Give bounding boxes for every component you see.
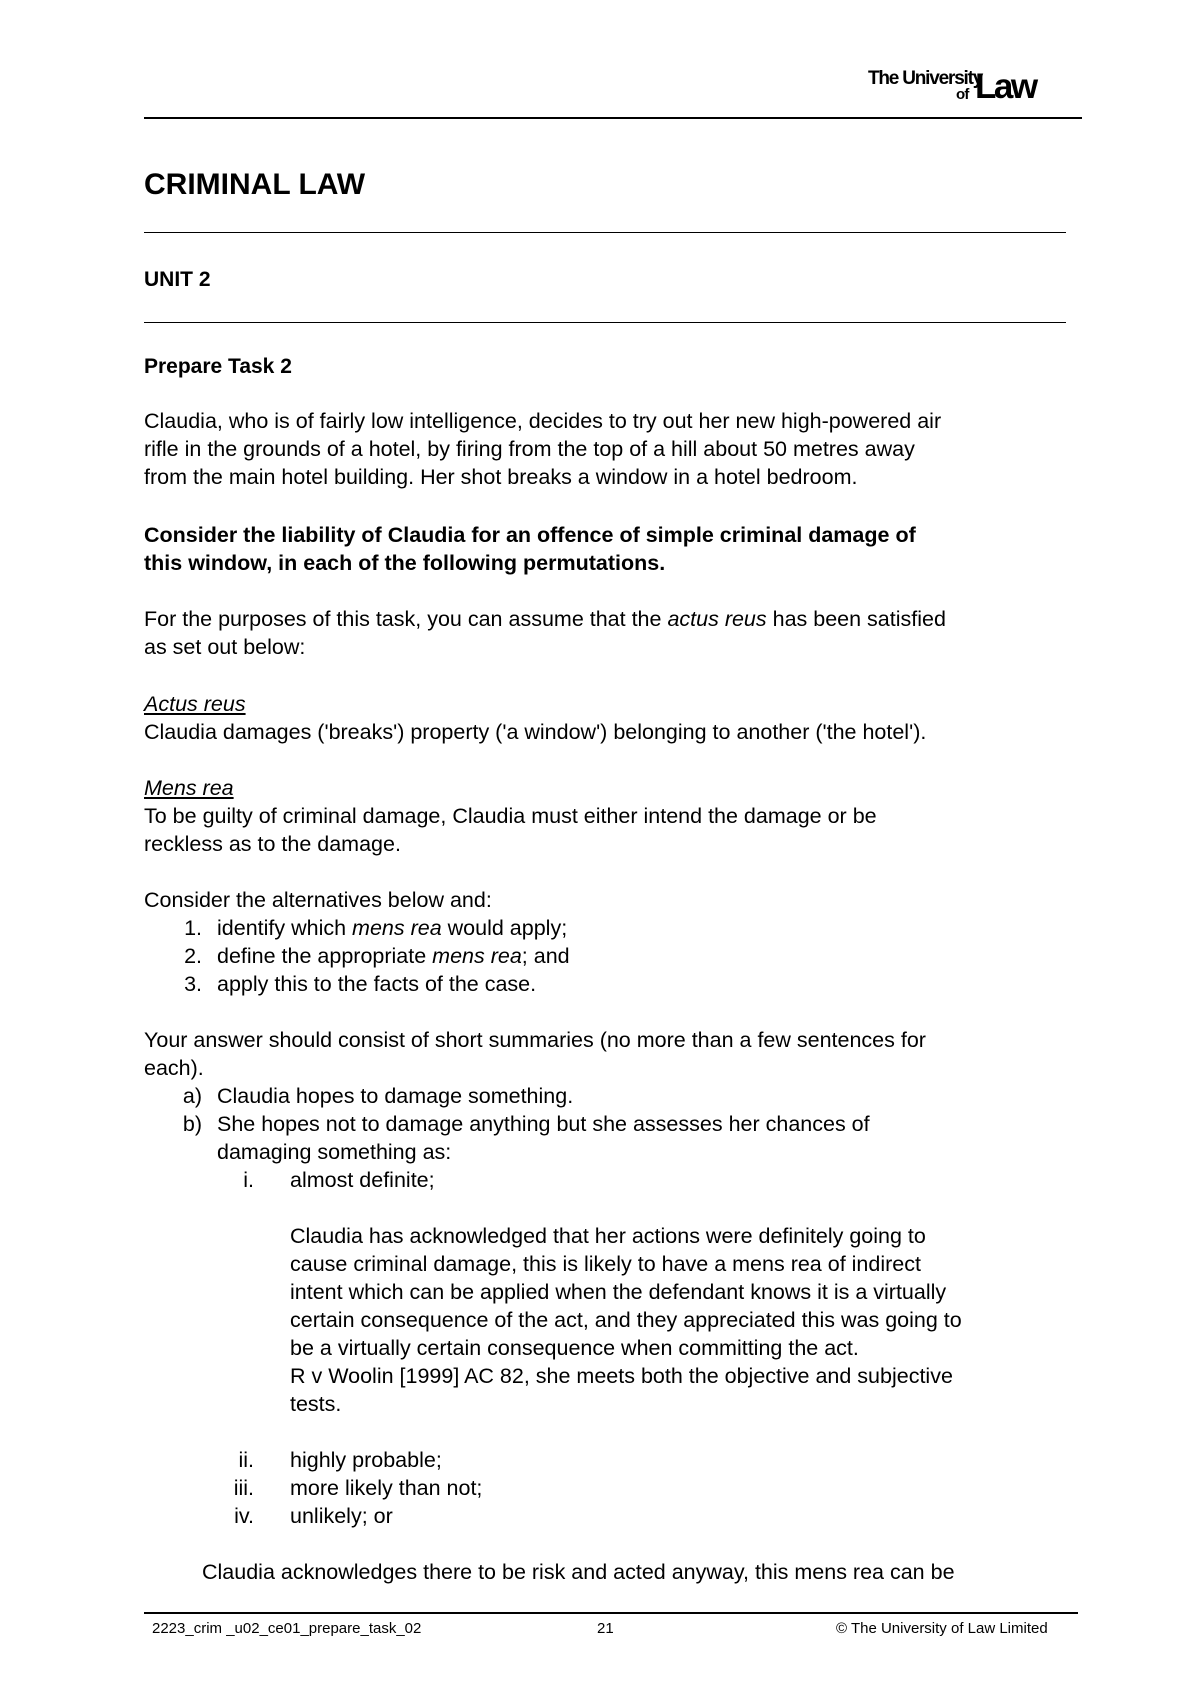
footer-doc-ref: 2223_crim _u02_ce01_prepare_task_02: [152, 1620, 422, 1637]
question-paragraph: [144, 521, 1074, 577]
page-title: CRIMINAL LAW: [144, 168, 366, 201]
text-line: Claudia has acknowledged that her actions were definitely going to: [290, 1224, 926, 1248]
italic-term: mens rea: [432, 944, 522, 968]
logo-law-text: Law: [975, 67, 1036, 106]
footer-rule: [144, 1612, 1078, 1614]
text-line: rifle in the grounds of a hotel, by firing from the top of a hill about 50 metres away: [144, 437, 915, 461]
text-span: apply this to the facts of the case.: [217, 972, 537, 996]
text-line: as set out below:: [144, 635, 306, 659]
text-span: has been satisfied: [766, 607, 946, 631]
text-span: ; and: [521, 944, 570, 968]
text-line: from the main hotel building. Her shot breaks a window in a hotel bedroom.: [144, 465, 858, 489]
logo-university-text: The University: [868, 68, 983, 89]
list-item: [217, 970, 536, 998]
sub-list-item: highly probable;: [290, 1448, 442, 1472]
text-line: reckless as to the damage.: [144, 832, 401, 856]
header-rule: [144, 117, 1082, 119]
roman-numeral: iii.: [233, 1476, 254, 1500]
mens-rea-heading: Mens rea: [144, 776, 234, 800]
text-line: tests.: [290, 1392, 342, 1416]
text-span: define the appropriate: [217, 944, 433, 968]
list-letter: b): [182, 1112, 202, 1136]
logo-of-text: of: [956, 86, 969, 103]
consider-intro: Consider the alternatives below and:: [144, 888, 492, 912]
list-number: 2.: [184, 944, 202, 968]
sub-list-item: almost definite;: [290, 1168, 435, 1192]
sub-list-item: more likely than not;: [290, 1476, 483, 1500]
text-line: be a virtually certain consequence when committing the act.: [290, 1336, 859, 1360]
text-line: each).: [144, 1056, 204, 1080]
text-line: R v Woolin [1999] AC 82, she meets both the objective and subjective: [290, 1364, 953, 1388]
footer-copyright: © The University of Law Limited: [836, 1620, 1048, 1637]
list-letter: a): [182, 1084, 202, 1108]
text-line: Consider the liability of Claudia for an offence of simple criminal damage of: [144, 523, 916, 547]
list-item: [217, 942, 570, 970]
closing-line: Claudia acknowledges there to be risk and acted anyway, this mens rea can be: [202, 1560, 955, 1584]
mens-rea-section: [144, 774, 1074, 858]
text-span: identify which: [217, 916, 353, 940]
sub-list-item: unlikely; or: [290, 1504, 393, 1528]
student-response: [290, 1222, 1080, 1418]
roman-numeral: ii.: [238, 1448, 254, 1472]
list-number: 3.: [184, 972, 202, 996]
assumption-paragraph: [144, 605, 1074, 661]
text-line: cause criminal damage, this is likely to have a mens rea of indirect: [290, 1252, 921, 1276]
task-heading: Prepare Task 2: [144, 355, 292, 378]
list-item: [217, 914, 567, 942]
actus-reus-section: [144, 690, 1074, 746]
scenario-paragraph: [144, 407, 1074, 491]
text-line: To be guilty of criminal damage, Claudia must either intend the damage or be: [144, 804, 877, 828]
text-span: would apply;: [441, 916, 568, 940]
divider: [144, 322, 1066, 323]
actus-reus-text: Claudia damages ('breaks') property ('a window') belonging to another ('the hotel').: [144, 720, 927, 744]
divider: [144, 232, 1066, 233]
list-item-continuation: damaging something as:: [217, 1140, 452, 1164]
list-item: She hopes not to damage anything but she assesses her chances of: [217, 1112, 870, 1136]
footer-page-number: 21: [597, 1620, 614, 1637]
university-logo: [868, 66, 1078, 106]
text-line: certain consequence of the act, and they appreciated this was going to: [290, 1308, 962, 1332]
italic-term: mens rea: [352, 916, 442, 940]
text-line: this window, in each of the following permutations.: [144, 551, 666, 575]
italic-term: actus reus: [667, 607, 767, 631]
roman-numeral: i.: [243, 1168, 254, 1192]
actus-reus-heading: Actus reus: [144, 692, 246, 716]
list-number: 1.: [184, 916, 202, 940]
list-item: Claudia hopes to damage something.: [217, 1084, 574, 1108]
text-line: intent which can be applied when the defendant knows it is a virtually: [290, 1280, 947, 1304]
text-line: [144, 605, 1074, 633]
text-line: Your answer should consist of short summaries (no more than a few sentences for: [144, 1028, 926, 1052]
answer-instructions: [144, 1026, 1074, 1082]
text-line: Claudia, who is of fairly low intelligence, decides to try out her new high-powered air: [144, 409, 942, 433]
roman-numeral: iv.: [234, 1504, 254, 1528]
text-span: For the purposes of this task, you can assume that the: [144, 607, 668, 631]
unit-label: UNIT 2: [144, 268, 211, 291]
